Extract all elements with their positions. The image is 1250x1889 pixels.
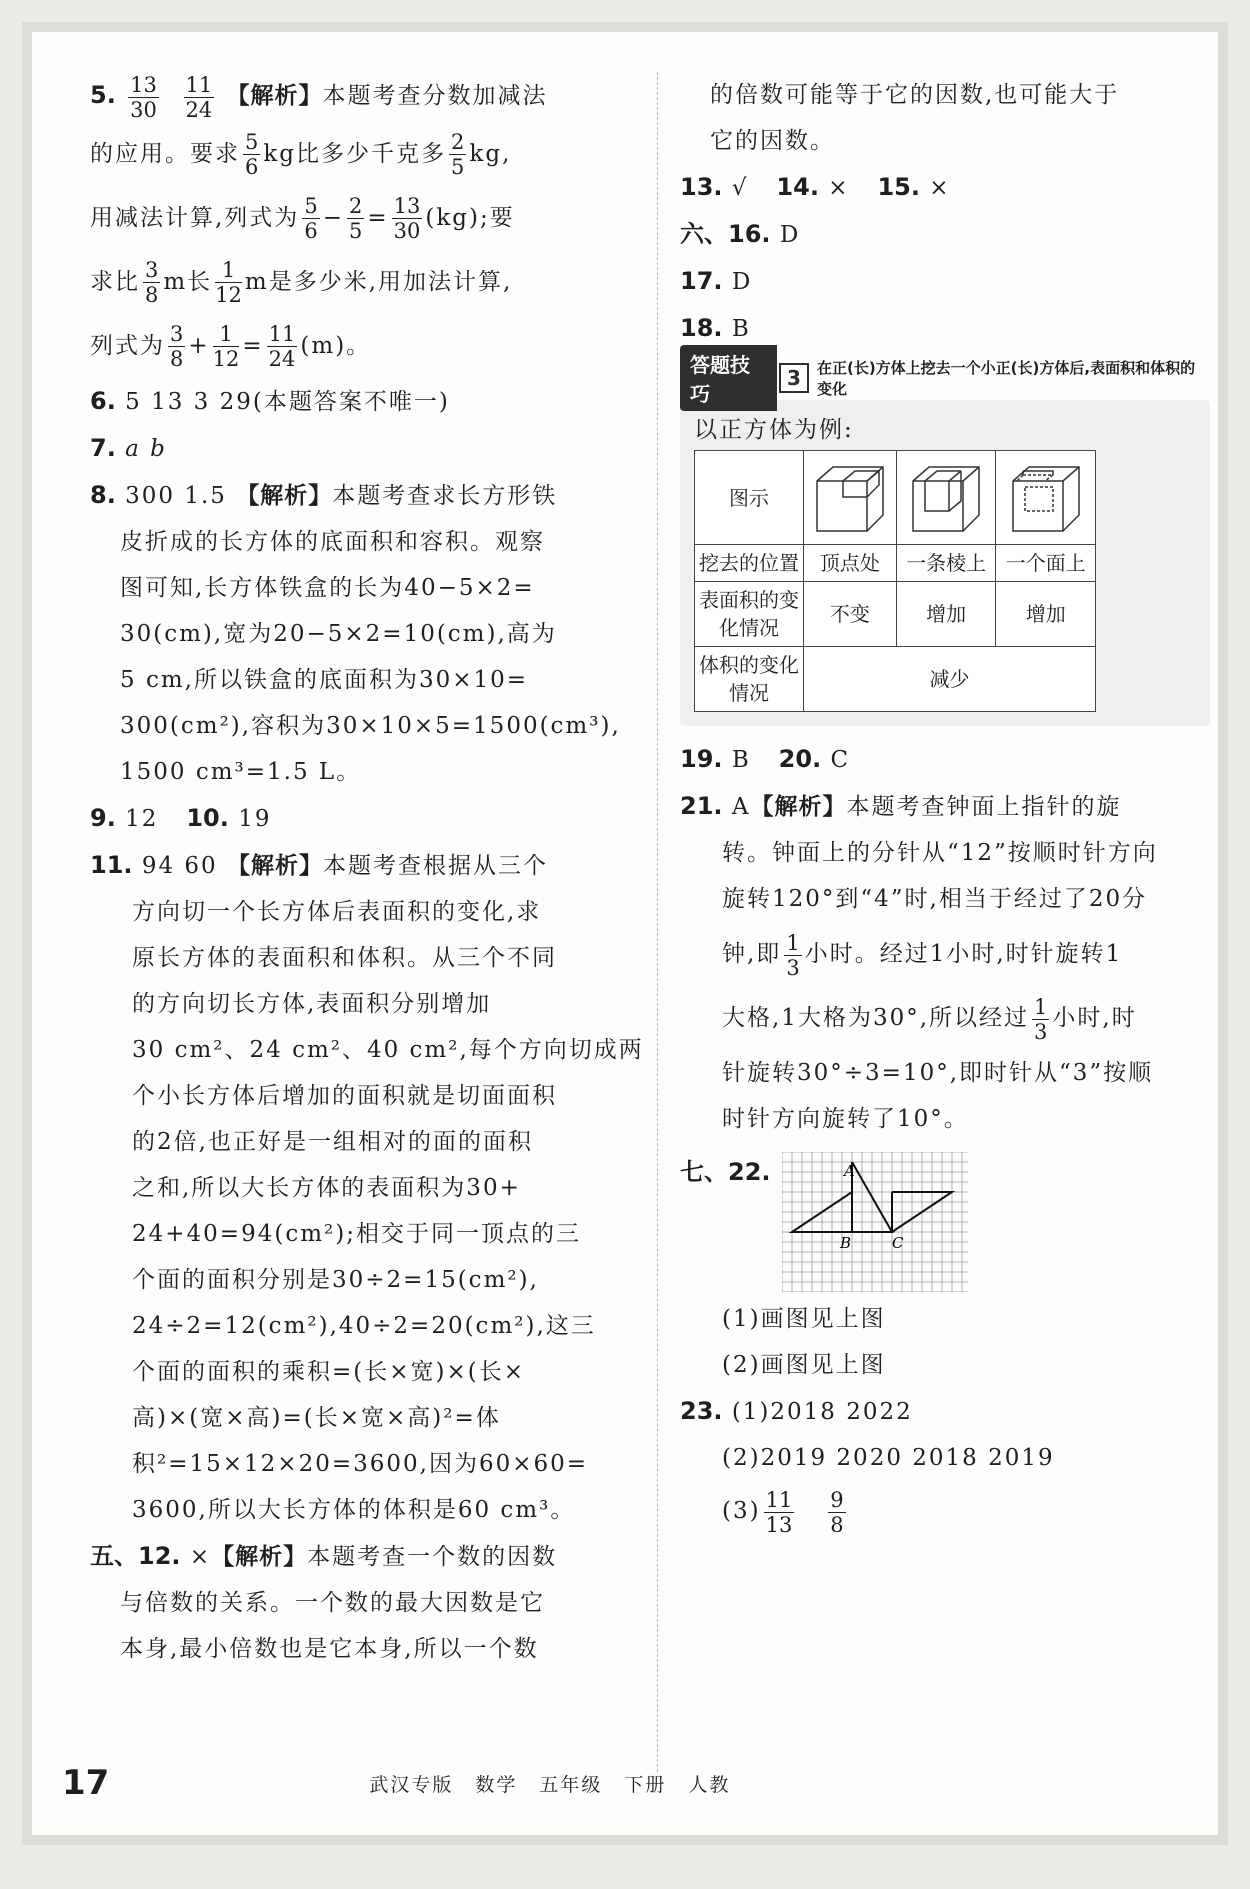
fraction: $\frac{13}{30}$ [130,72,157,122]
q17: 17. D [680,267,753,295]
column-divider [657,72,658,1772]
left-column: 5. $\frac{13}{30}$ $\frac{11}{24}$ 【解析】本题考查分数加减法 的应用。要求 $\frac{5}{6}$ kg比多少千克多 $\frac{2}{5}$ kg, 用减法计算,列式为 $\frac{5}{6}$ − $\frac{2}{5}$ = $\frac{13}{30}$ (kg);要 求比 $\frac{3}{8}$ m长 $\frac{1}{12}$ m是多少米,用加法计算, 列式为 $\frac{3}{8}$ + $\frac{1}{12}$ = $\frac{11}{24}$ (m)。 6. 5 13 3 29(本题答案不唯一) 7. a b 8. 300 1.5 【解析】本题考查求长方形铁 皮折成的长方体的底面积和容积。观察 图可知,长方体铁盒的长为40−5×2= 30(cm),宽为20−5×2=10(cm),高为 5 cm,所以铁盒的底面积为30×10= 300(cm²),容积为30×10×5=1500(cm³), 1500 cm³=1.5 L。 9. 12 10. 19 11. 94 60 【解析】本题考查根据从三个 方向切一个长方体后表面积的变化,求 原长方体的表面积和体积。从三个不同 的方向切长方体,表面积分别增加 30 cm²、24 cm²、40 cm²,每个方向切成两 个小长方体后增加的面积就是切面面积 的2倍,也正好是一组相对的面的面积 之和,所以大长方体的表面积为30+ 24+40=94(cm²);相交于同一顶点的三 个面的面积分别是30÷2=15(cm²), 24÷2=12(cm²),40÷2=20(cm²),这三 个面的面积的乘积=(长×宽)×(长× 高)×(宽×高)=(长×宽×高)²=体 积²=15×12×20=3600,因为60×60= 3600,所以大长方体的体积是60 cm³。 五、12. ×【解析】本题考查一个数的因数 与倍数的关系。一个数的最大因数是它 本身,最小倍数也是它本身,所以一个数 [90,72,650,1672]
table-cell: 体积的变化情况 [695,647,804,712]
tip-title: 在正(长)方体上挖去一个小正(长)方体后,表面积和体积的变化 [816,359,1196,398]
tip-badge: 答题技巧 [680,345,777,411]
tip-badge-number: 3 [779,363,809,393]
table-cell: 挖去的位置 [695,545,804,582]
table-cell: 表面积的变化情况 [695,582,804,647]
table-cell: 增加 [896,582,996,647]
q5-line2: 的应用。要求 $\frac{5}{6}$ kg比多少千克多 $\frac{2}{5}$ kg, [90,130,512,179]
right-column: 的倍数可能等于它的因数,也可能大于 它的因数。 13. √ 14. × 15. × 六、16. D 17. D 18. B 答题技巧 3 在正(长)方体上挖去一个小正(长)方体后,表面积和体积的变化 以正方体为例: 图示 挖去的位置 顶点处 一条棱上 一个面上 表面积的变化情况 不变 增加 增加 体积的变化情况 减少 19. B 20. C 21. A【解析】本题考查钟面上指针的旋 转。钟面上的分针从“12”按顺时针方向 旋转120°到“4”时,相当于经过了20分 钟,即 $\frac{1}{3}$ 小时。经过1小时,时针旋转1 大格,1大格为30°,所以经过 $\frac{1}{3}$ 小时,时 针旋转30°÷3=10°,即时针从“3”按顺 时针方向旋转了10°。 七、22. A B C (1)画图见上图 (2)画图见上图 23. (1)2018 2022 (2)2019 2020 2018 2019 (3) $\frac{11}{13}$ $\frac{9}{8}$ [680,72,1210,1541]
q5-line5: 列式为 $\frac{3}{8}$ + $\frac{1}{12}$ = $\frac{11}{24}$ (m)。 [90,322,372,371]
tip-header [680,353,1210,406]
page-number: 17 [62,1763,110,1803]
table-cell: 一条棱上 [896,545,996,582]
cube-corner-icon [804,451,897,545]
q19-q20: 19. B 20. C [680,745,851,773]
q12: 五、12. ×【解析】本题考查一个数的因数 [90,1541,558,1570]
q11: 11. 94 60 【解析】本题考查根据从三个 [90,850,548,879]
q21: 21. A【解析】本题考查钟面上指针的旋 [680,792,1122,820]
q7: 7. a b [90,433,167,462]
tip-box [680,400,1210,726]
table-cell: 顶点处 [804,545,897,582]
tip-intro: 以正方体为例: [694,417,854,443]
svg-text:B: B [839,1234,851,1252]
footer-info: 武汉专版 数学 五年级 下册 人教 [369,1774,731,1796]
q18: 18. B [680,314,751,342]
q23: 23. (1)2018 2022 [680,1397,913,1425]
cube-edge-icon [896,451,996,545]
svg-text:A: A [843,1162,855,1180]
q6: 6. 5 13 3 29(本题答案不唯一) [90,386,450,415]
table-cell: 图示 [695,451,804,545]
cube-face-icon [996,451,1096,545]
table-cell: 增加 [996,582,1096,647]
q9-q10: 9. 12 10. 19 [90,803,272,832]
grid-figure [782,1152,968,1296]
q8: 8. 300 1.5 【解析】本题考查求长方形铁 [90,480,558,509]
q13-q15: 13. √ 14. × 15. × [680,173,951,201]
q5-line3: 用减法计算,列式为 $\frac{5}{6}$ − $\frac{2}{5}$ = $\frac{13}{30}$ (kg);要 [90,194,515,243]
tip-table [694,450,1096,712]
q22: 七、22. A B C [680,1152,1210,1296]
page-footer [62,1763,752,1803]
answer-page [22,22,1228,1845]
table-cell: 不变 [804,582,897,647]
svg-text:C: C [891,1234,904,1252]
q5-line4: 求比 $\frac{3}{8}$ m长 $\frac{1}{12}$ m是多少米,用加法计算, [90,258,513,307]
fraction: $\frac{11}{24}$ [185,72,213,122]
table-cell: 一个面上 [996,545,1096,582]
q16: 六、16. D [680,220,801,248]
table-cell: 减少 [804,647,1096,712]
q5-line1: 5. $\frac{13}{30}$ $\frac{11}{24}$ 【解析】本题考查分数加减法 [90,72,548,122]
